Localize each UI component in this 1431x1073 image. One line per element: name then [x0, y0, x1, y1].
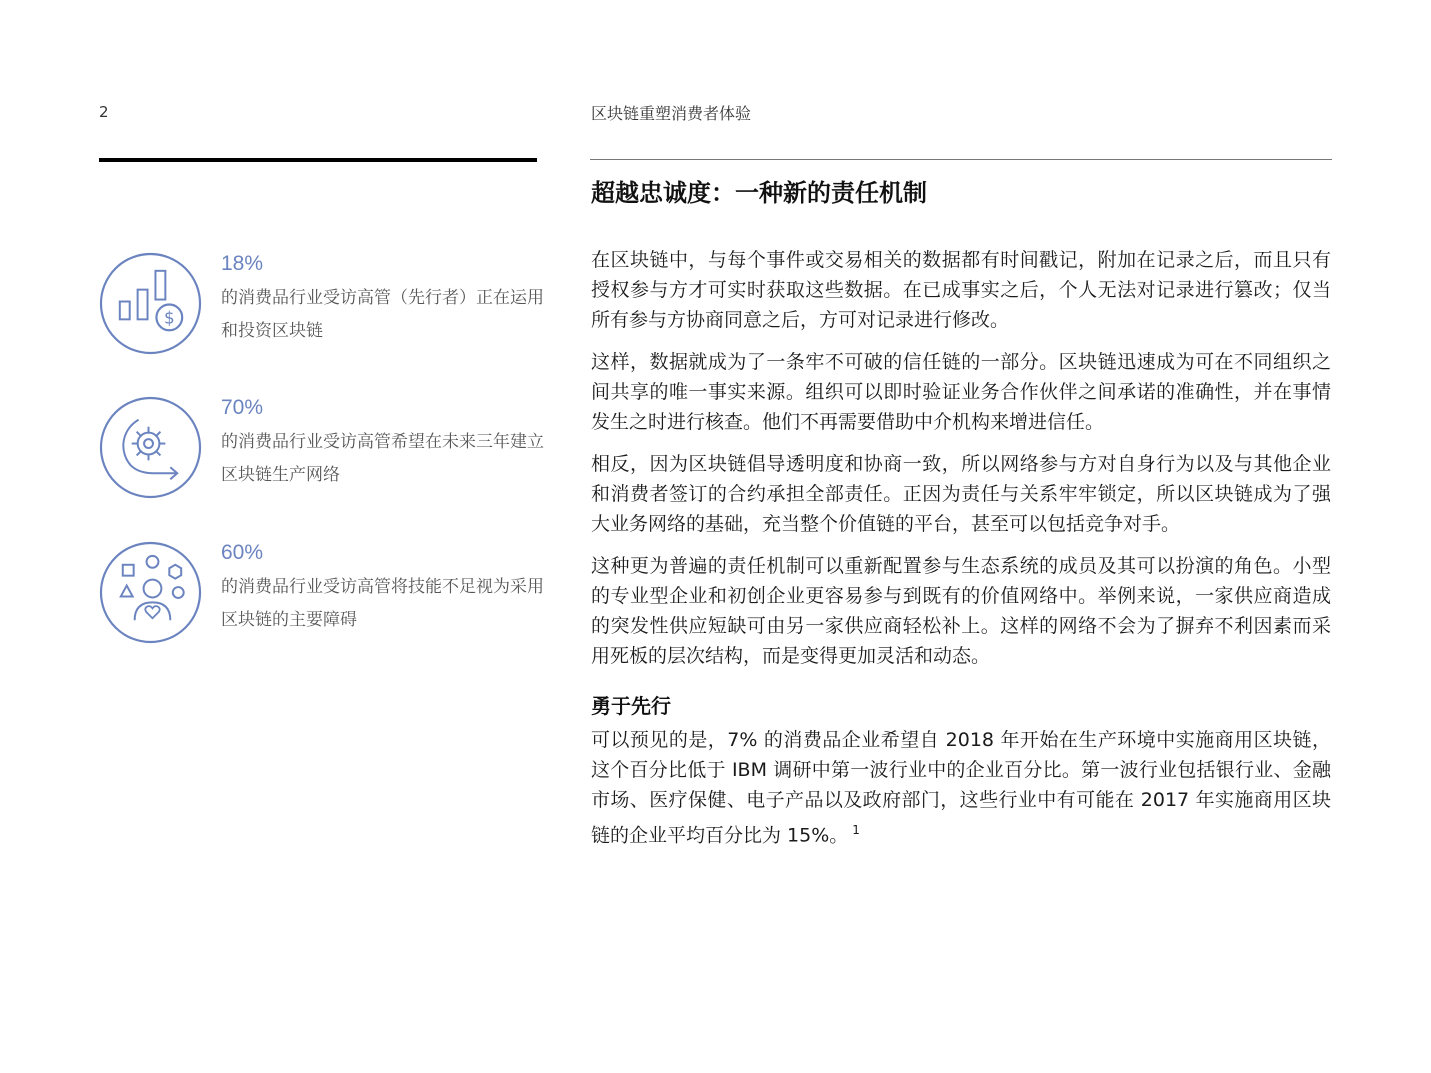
running-title: 区块链重塑消费者体验	[591, 104, 752, 123]
chart-coin-icon	[99, 252, 202, 355]
main-column	[591, 174, 1331, 862]
final-paragraph-text: 可以预见的是，7% 的消费品企业希望自 2018 年开始在生产环境中实施商用区块链，这个百分比低于 IBM 调研中第一波行业中的企业百分比。第一波行业包括银行业、金融市场、医疗保健、电子产品以及政府部门，这些行业中有可能在 2017 年实施商用区块链的企业平均百分比为 15%。	[591, 729, 1331, 847]
stat-description: 的消费品行业受访高管希望在未来三年建立区块链生产网络	[221, 432, 544, 485]
page-number: 2	[99, 103, 109, 121]
skills-people-icon	[99, 541, 202, 644]
section-heading: 超越忠诚度：一种新的责任机制	[591, 179, 927, 207]
paragraph: 在区块链中，与每个事件或交易相关的数据都有时间戳记，附加在记录之后，而且只有授权参与方才可实时获取这些数据。在已成事实之后，个人无法对记录进行篡改；仅当所有参与方协商同意之后，方可对记录进行修改。	[591, 249, 1331, 331]
svg-text:$: $	[163, 307, 175, 328]
right-divider	[590, 159, 1332, 160]
stat-description: 的消费品行业受访高管（先行者）正在运用和投资区块链	[221, 288, 544, 341]
stat-value: 70%	[221, 396, 264, 419]
left-divider	[99, 158, 537, 162]
paragraph: 这样，数据就成为了一条牢不可破的信任链的一部分。区块链迅速成为可在不同组织之间共享的唯一事实来源。组织可以即时验证业务合作伙伴之间承诺的准确性，并在事情发生之时进行核查。他们不再需要借助中介机构来增进信任。	[591, 351, 1331, 433]
paragraph: 相反，因为区块链倡导透明度和协商一致，所以网络参与方对自身行为以及与其他企业和消费者签订的合约承担全部责任。正因为责任与关系牢牢锁定，所以区块链成为了强大业务网络的基础，充当整个价值链的平台，甚至可以包括竞争对手。	[591, 453, 1331, 535]
gear-cycle-icon	[99, 396, 202, 499]
stat-value: 60%	[221, 541, 264, 564]
paragraph	[591, 725, 1331, 850]
stat-description: 的消费品行业受访高管将技能不足视为采用区块链的主要障碍	[221, 577, 544, 630]
paragraph: 这种更为普遍的责任机制可以重新配置参与生态系统的成员及其可以扮演的角色。小型的专业型企业和初创企业更容易参与到既有的价值网络中。举例来说，一家供应商造成的突发性供应短缺可由另一家供应商轻松补上。这样的网络不会为了摒弃不利因素而采用死板的层次结构，而是变得更加灵活和动态。	[591, 555, 1331, 667]
footnote-marker: 1	[852, 823, 860, 837]
subheading: 勇于先行	[591, 694, 671, 718]
stat-value: 18%	[221, 252, 264, 275]
